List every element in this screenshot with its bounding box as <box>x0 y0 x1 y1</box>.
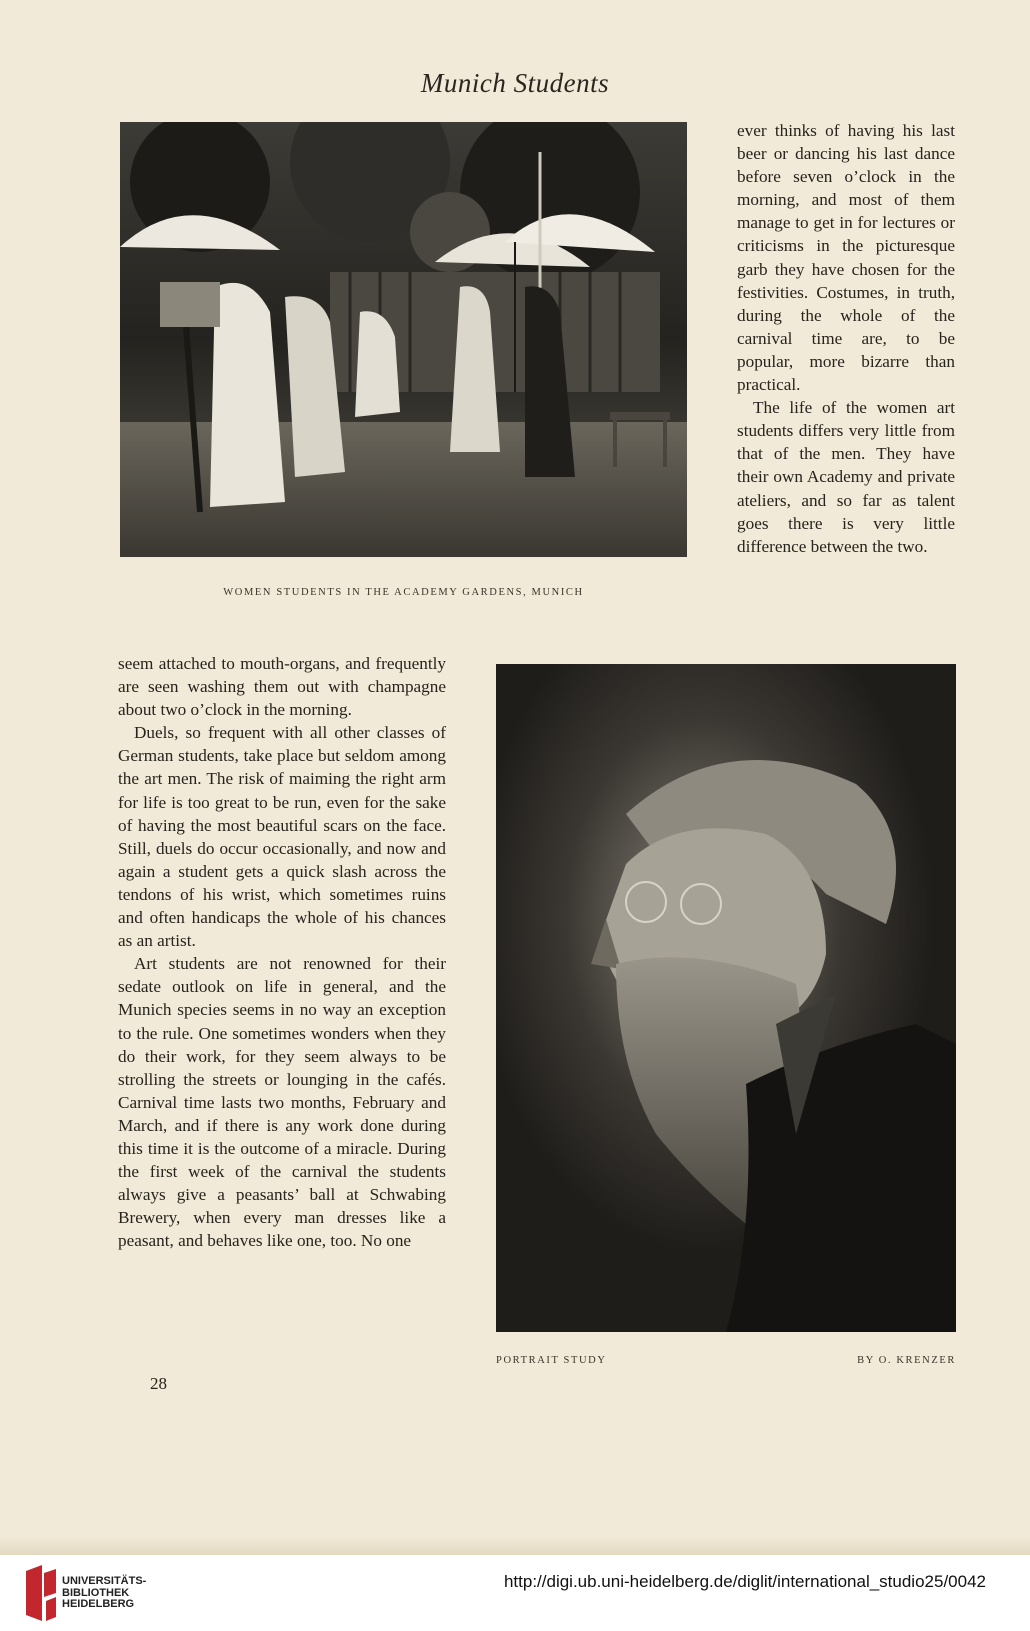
library-name-line-3: HEIDELBERG <box>62 1598 135 1610</box>
digitization-footer <box>0 1555 1030 1631</box>
left-paragraph-2: Duels, so frequent with all other classes of German students, take place but seldom among the art men. The risk of maiming the right arm for life is too great to be run, even for the sake of having the most beautiful scars on the face. Still, duels do occur occasionally, and now and again a student gets a quick slash across the tendons of his wrist, which sometimes ruins and often handicaps the whole of his chances as an artist. <box>118 723 446 951</box>
portrait-caption-title: PORTRAIT STUDY <box>496 1355 607 1366</box>
left-paragraph-1: seem attached to mouth-organs, and frequently are seen washing them out with champagne about two o’clock in the morning. <box>118 654 446 720</box>
portrait-caption-artist: BY O. KRENZER <box>857 1355 956 1366</box>
women-students-photo <box>120 122 687 557</box>
source-url-link[interactable]: http://digi.ub.uni-heidelberg.de/diglit/international_studio25/0042 <box>503 1572 986 1591</box>
left-text-column <box>118 652 446 1252</box>
top-photo-caption: WOMEN STUDENTS IN THE ACADEMY GARDENS, MUNICH <box>223 587 584 598</box>
left-paragraph-3: Art students are not renowned for their sedate outlook on life in general, and the Munich species seems in no way an exception to the rule. One sometimes wonders when they do their work, for they seem always to be strolling the streets or lounging in the cafés. Carnival time lasts two months, February and March, and if there is any work done during this time it is the outcome of a miracle. During the first week of the carnival the students always give a peasants’ ball at Schwabing Brewery, when every man dresses like a peasant, and behaves like one, too. No one <box>118 954 446 1251</box>
library-name <box>62 1576 146 1611</box>
right-text-column <box>737 119 955 558</box>
library-name-line-2: BIBLIOTHEK <box>62 1586 130 1599</box>
right-paragraph-1: ever thinks of having his last beer or dancing his last dance before seven o’clock in the morning, and most of them manage to get in for lectures or criticisms in the picturesque garb they have chosen for the festivities. Costumes, in truth, during the whole of the carnival time are, to be popular, more bizarre than practical. <box>737 121 955 395</box>
university-library-logo-icon <box>22 1563 62 1623</box>
portrait-study-image <box>496 664 956 1332</box>
right-paragraph-2: The life of the women art students differs very little from that of the men. They have their own Academy and private ateliers, and so far as talent goes there is very little difference between the two. <box>737 398 955 556</box>
library-name-line-1: UNIVERSITÄTS- <box>62 1575 147 1587</box>
page-number: 28 <box>150 1374 167 1393</box>
page-edge-shade <box>0 1536 1030 1555</box>
running-title: Munich Students <box>420 68 610 98</box>
